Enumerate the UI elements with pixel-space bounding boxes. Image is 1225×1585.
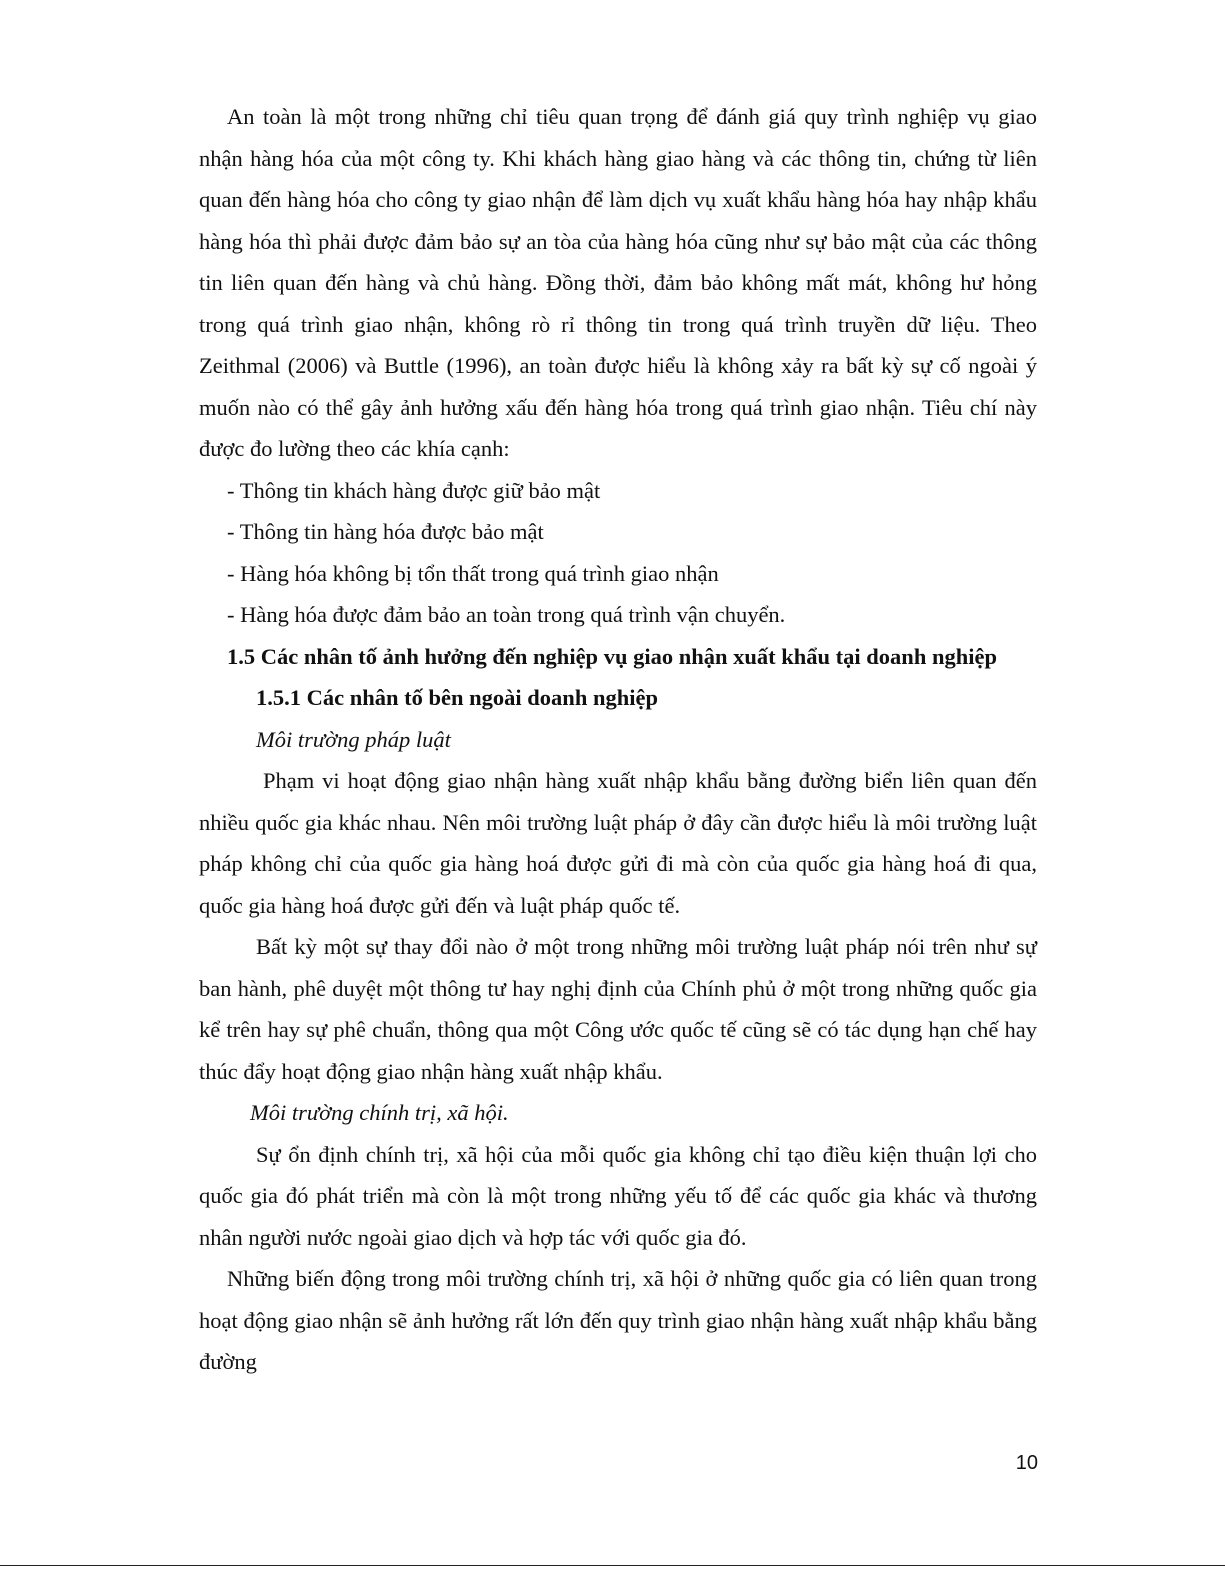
paragraph-safety: An toàn là một trong những chỉ tiêu quan trọng để đánh giá quy trình nghiệp vụ giao nhận hàng hóa của một công ty. Khi khách hàng giao hàng và các thông tin, chứng từ liên quan đến hàng hóa cho công ty giao nhận để làm dịch vụ xuất khẩu hàng hóa hay nhập khẩu hàng hóa thì phải được đảm bảo sự an tòa của hàng hóa cũng như sự bảo mật của các thông tin liên quan đến hàng và chủ hàng. Đồng thời, đảm bảo không mất mát, không hư hỏng trong quá trình giao nhận, không rò rỉ thông tin trong quá trình truyền dữ liệu. Theo Zeithmal (2006) và Buttle (1996), an toàn được hiểu là không xảy ra bất kỳ sự cố ngoài ý muốn nào có thể gây ảnh hưởng xấu đến hàng hóa trong quá trình giao nhận. Tiêu chí này được đo lường theo các khía cạnh: bbox=[199, 104, 1037, 461]
section-heading: 1.5 Các nhân tố ảnh hưởng đến nghiệp vụ giao nhận xuất khẩu tại doanh nghiệp bbox=[227, 643, 997, 669]
document-body bbox=[199, 96, 1037, 1383]
bottom-divider bbox=[0, 1565, 1225, 1566]
bullet-item: - Thông tin hàng hóa được bảo mật bbox=[227, 519, 544, 544]
subsection-heading: 1.5.1 Các nhân tố bên ngoài doanh nghiệp bbox=[256, 685, 658, 710]
italic-heading-legal: Môi trường pháp luật bbox=[256, 726, 451, 752]
page-number: 10 bbox=[1015, 1452, 1038, 1474]
paragraph-legal-change: Bất kỳ một sự thay đổi nào ở một trong những môi trường luật pháp nói trên như sự ban hành, phê duyệt một thông tư hay nghị định của Chính phủ ở một trong những quốc gia kể trên hay sự phê chuẩn, thông qua một Công ước quốc tế cũng sẽ có tác dụng hạn chế hay thúc đẩy hoạt động giao nhận hàng xuất nhập khẩu. bbox=[199, 934, 1037, 1084]
bullet-item: - Thông tin khách hàng được giữ bảo mật bbox=[227, 477, 601, 503]
bullet-item: - Hàng hóa được đảm bảo an toàn trong quá trình vận chuyển. bbox=[227, 602, 786, 627]
paragraph-legal-scope: Phạm vi hoạt động giao nhận hàng xuất nhập khẩu bằng đường biển liên quan đến nhiều quốc gia khác nhau. Nên môi trường luật pháp ở đây cần được hiểu là môi trường luật pháp không chỉ của quốc gia hàng hoá được gửi đi mà còn của quốc gia hàng hoá đi qua, quốc gia hàng hoá được gửi đến và luật pháp quốc tế. bbox=[199, 768, 1037, 918]
paragraph-political-stability: Sự ổn định chính trị, xã hội của mỗi quốc gia không chỉ tạo điều kiện thuận lợi cho quốc gia đó phát triển mà còn là một trong những yếu tố để các quốc gia khác và thương nhân người nước ngoài giao dịch và hợp tác với quốc gia đó. bbox=[199, 1141, 1037, 1250]
italic-heading-political: Môi trường chính trị, xã hội. bbox=[250, 1100, 509, 1125]
bullet-item: - Hàng hóa không bị tổn thất trong quá trình giao nhận bbox=[227, 560, 719, 586]
paragraph-political-change: Những biến động trong môi trường chính trị, xã hội ở những quốc gia có liên quan trong hoạt động giao nhận sẽ ảnh hưởng rất lớn đến quy trình giao nhận hàng xuất nhập khẩu bằng đường bbox=[199, 1266, 1037, 1374]
